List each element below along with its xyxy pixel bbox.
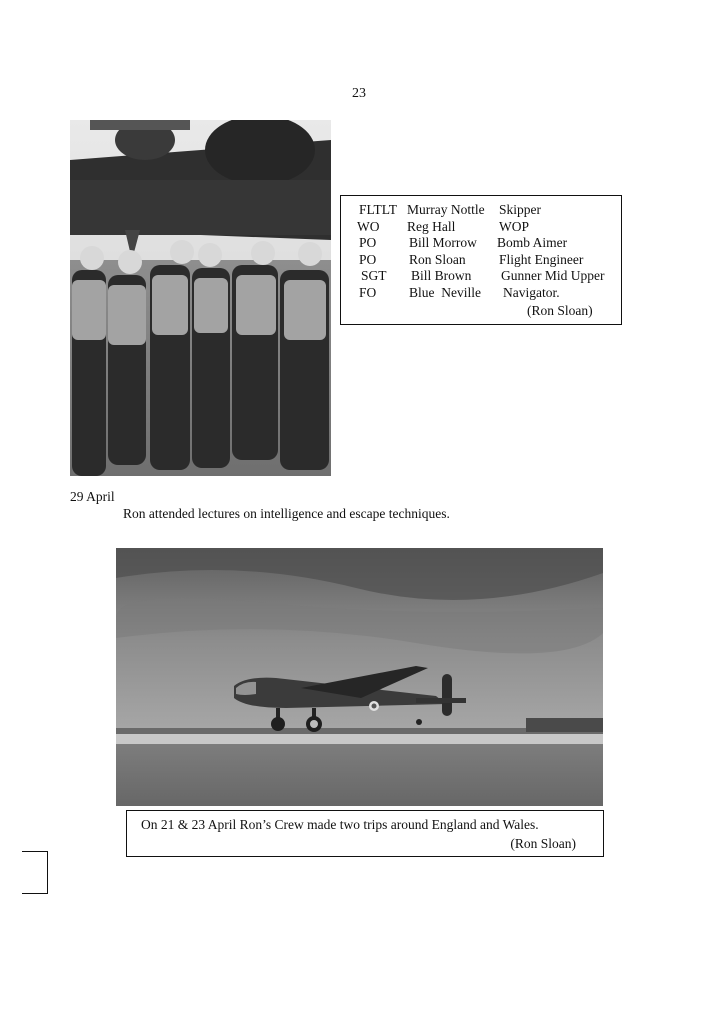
crew-role: Navigator. xyxy=(503,285,560,300)
crew-role: Flight Engineer xyxy=(499,252,584,267)
lancaster-caption: On 21 & 23 April Ron’s Crew made two trips around England and Wales. xyxy=(141,817,539,832)
crew-rank: PO xyxy=(359,235,377,250)
crew-rank: FLTLT xyxy=(359,202,398,217)
page-number: 23 xyxy=(352,86,366,101)
lancaster-caption-box xyxy=(126,810,604,857)
crew-rank: WO xyxy=(357,219,380,234)
crew-photograph xyxy=(70,120,331,476)
lancaster-photo-image xyxy=(116,548,603,806)
entry-date: 29 April xyxy=(70,489,115,504)
margin-bracket-mark xyxy=(22,851,48,894)
crew-role: WOP xyxy=(499,219,529,234)
crew-rank: SGT xyxy=(361,268,387,283)
crew-name: Murray Nottle xyxy=(407,202,485,217)
crew-photo-credit: (Ron Sloan) xyxy=(527,303,593,318)
crew-name: Bill Morrow xyxy=(409,235,477,250)
crew-name: Blue Neville xyxy=(409,285,481,300)
crew-role: Skipper xyxy=(499,202,541,217)
lancaster-photo-credit: (Ron Sloan) xyxy=(510,836,576,851)
lancaster-photograph xyxy=(116,548,603,806)
crew-name: Bill Brown xyxy=(411,268,472,283)
crew-name: Reg Hall xyxy=(407,219,456,234)
crew-photo-image xyxy=(70,120,331,476)
crew-role: Bomb Aimer xyxy=(497,235,568,250)
crew-role: Gunner Mid Upper xyxy=(501,268,605,283)
crew-rank: FO xyxy=(359,285,377,300)
crew-rank: PO xyxy=(359,252,377,267)
crew-name: Ron Sloan xyxy=(409,252,466,267)
entry-text: Ron attended lectures on intelligence and escape techniques. xyxy=(123,506,450,521)
crew-list-box xyxy=(340,195,622,325)
